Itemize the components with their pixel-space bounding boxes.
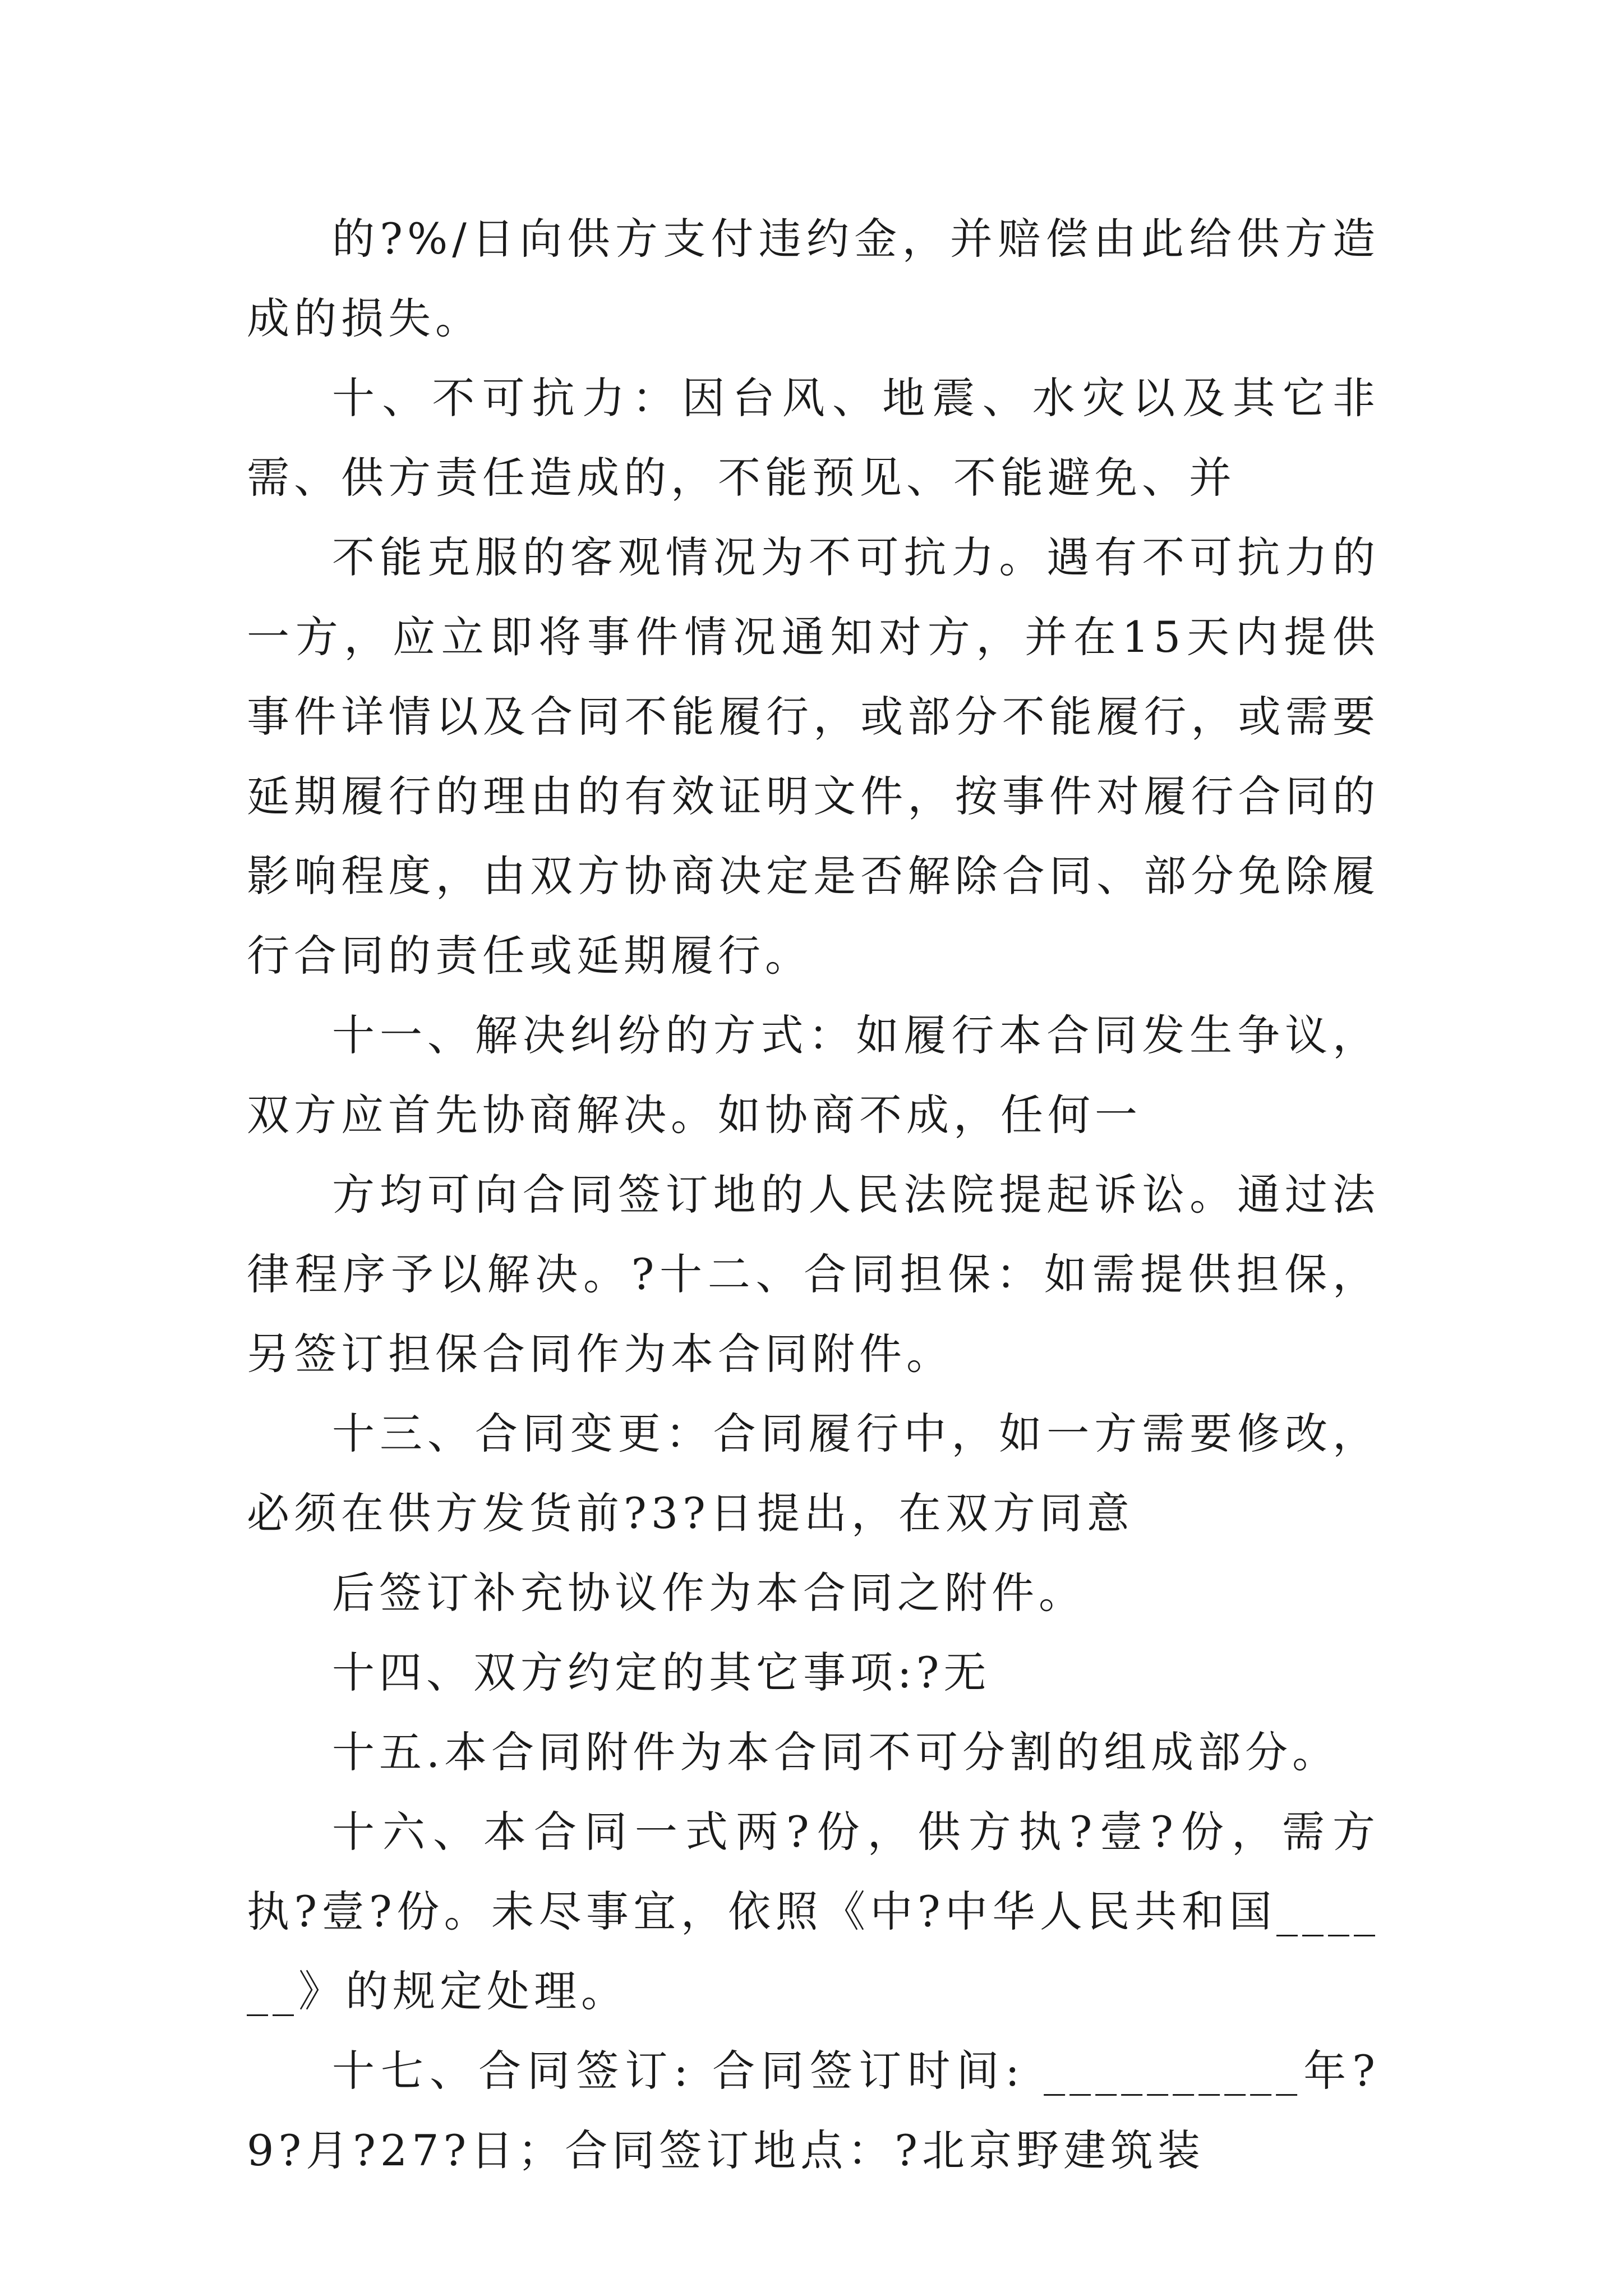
- paragraph-force-majeure-body: 不能克服的客观情况为不可抗力。遇有不可抗力的一方，应立即将事件情况通知对方，并在15天内提供事件详情以及合同不能履行，或部分不能履行，或需要延期履行的理由的有效证明文件，按事件对履行合同的影响程度，由双方协商决定是否解除合同、部分免除履行合同的责任或延期履行。: [247, 532, 1380, 981]
- paragraph-penalty-clause: 的?%/日向供方支付违约金，并赔偿由此给供方造成的损失。: [247, 214, 1380, 343]
- paragraph-supplementary-agreement: 后签订补充协议作为本合同之附件。: [332, 1568, 1086, 1618]
- document-body: [247, 199, 1380, 2191]
- paragraph-attachments: 十五.本合同附件为本合同不可分割的组成部分。: [332, 1727, 1340, 1777]
- paragraph-force-majeure-heading: 十、不可抗力：因台风、地震、水灾以及其它非需、供方责任造成的，不能预见、不能避免、并: [247, 373, 1380, 503]
- paragraph-litigation-guarantee: 方均可向合同签订地的人民法院提起诉讼。通过法律程序予以解决。?十二、合同担保：如需提供担保，另签订担保合同作为本合同附件。: [247, 1170, 1380, 1379]
- paragraph-contract-change: 十三、合同变更：合同履行中，如一方需要修改，必须在供方发货前?3?日提出，在双方同意: [247, 1409, 1380, 1538]
- paragraph-other-matters: 十四、双方约定的其它事项:?无: [332, 1648, 991, 1697]
- paragraph-dispute-resolution: 十一、解决纠纷的方式：如履行本合同发生争议，双方应首先协商解决。如协商不成，任何一: [247, 1010, 1380, 1140]
- paragraph-copies: 十六、本合同一式两?份，供方执?壹?份，需方执?壹?份。未尽事宜，依照《中?中华人民共和国______》的规定处理。: [247, 1807, 1380, 2016]
- paragraph-signing: 十七、合同签订: 合同签订时间: __________年?9?月?27?日；合同签订地点：?北京野建筑装: [247, 2046, 1380, 2175]
